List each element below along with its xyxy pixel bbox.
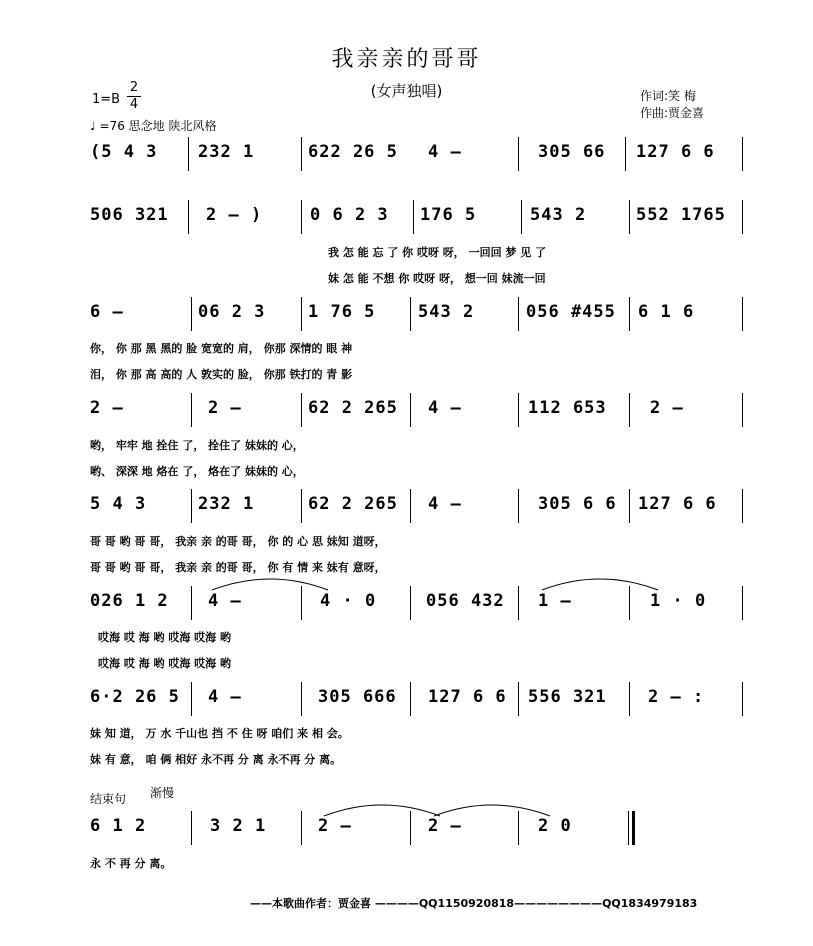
tie: [322, 798, 442, 818]
footer-credits: ——本歌曲作者：贾金喜 ————QQ1150920818————————QQ1834979183: [250, 897, 698, 910]
measure: 6·2 26 5: [90, 687, 180, 707]
measure: 543 2: [530, 205, 587, 225]
measure: 2 –: [428, 816, 462, 836]
measure: 2 –: [90, 398, 124, 418]
time-signature: [127, 80, 141, 113]
lyric-text: 你， 你 那 黑 黑的 脸 宽宽的 肩， 你那 深情的 眼 神: [90, 342, 353, 355]
expression-text: 思念地 陕北风格: [128, 119, 217, 133]
measure: 62 2 265: [308, 398, 398, 418]
measure: 4 –: [428, 142, 462, 162]
measure: 4 –: [208, 591, 242, 611]
measure: 056 432: [426, 591, 505, 611]
measure: 5 4 3: [90, 494, 147, 514]
lyric-text: 我 怎 能 忘 了 你 哎呀 呀， 一回回 梦 见 了: [328, 246, 547, 259]
composer: 作曲:贾金喜: [640, 106, 705, 120]
lyric-text: 永 不 再 分 离。: [90, 857, 172, 870]
measure: 0 6 2 3: [310, 205, 389, 225]
measure: 2 0: [538, 816, 572, 836]
measure: 1 76 5: [308, 302, 376, 322]
measure: 2 – :: [648, 687, 705, 707]
measure: 4 · 0: [320, 591, 377, 611]
time-signature-top: 2: [129, 80, 139, 95]
measure: 506 321: [90, 205, 169, 225]
measure: 622 26 5: [308, 142, 398, 162]
measure: 305 6 6: [538, 494, 617, 514]
tempo-marking: [90, 117, 216, 134]
measure: 6 –: [90, 302, 124, 322]
measure: 232 1: [198, 494, 255, 514]
measure: 305 66: [538, 142, 606, 162]
measure: 543 2: [418, 302, 475, 322]
lyric-text: 哟、 深深 地 烙在 了， 烙在了 妹妹的 心，: [90, 465, 304, 478]
measure: 127 6 6: [638, 494, 717, 514]
lyric-text: 妹 有 意， 咱 俩 相好 永不再 分 离 永不再 分 离。: [90, 753, 342, 766]
measure: 127 6 6: [636, 142, 715, 162]
song-title: 我亲亲的哥哥: [331, 47, 482, 72]
lyricist: 作词:笑 梅: [640, 89, 696, 103]
lyric-text: 哎海 哎 海 哟 哎海 哎海 哟: [98, 631, 231, 644]
time-signature-bottom: 4: [127, 96, 141, 113]
measure: 127 6 6: [428, 687, 507, 707]
score-row-7: [88, 682, 743, 716]
measure: 026 1 2: [90, 591, 169, 611]
measure: 232 1: [198, 142, 255, 162]
measure: 62 2 265: [308, 494, 398, 514]
measure: 305 666: [318, 687, 397, 707]
measure: 4 –: [428, 398, 462, 418]
song-subtitle: (女声独唱): [370, 82, 443, 100]
measure: 4 –: [208, 687, 242, 707]
measure: 552 1765: [636, 205, 726, 225]
slur: [540, 572, 660, 592]
measure: 556 321: [528, 687, 607, 707]
quarter-note-icon: ♩: [90, 119, 96, 133]
score-row-2: [88, 200, 743, 234]
score-row-5: [88, 489, 743, 523]
measure: 2 –: [208, 398, 242, 418]
measure: 4 –: [428, 494, 462, 514]
measure: 06 2 3: [198, 302, 266, 322]
measure: (5 4 3: [90, 142, 158, 162]
slur: [210, 572, 330, 592]
score-row-3: [88, 297, 743, 331]
lyric-text: 妹 怎 能 不想 你 哎呀 呀， 想一回 妹流一回: [328, 272, 546, 285]
measure: 056 #455: [526, 302, 616, 322]
measure: 176 5: [420, 205, 477, 225]
lyric-text: 妹 知 道， 万 水 千山也 挡 不 住 呀 咱们 来 相 会。: [90, 727, 349, 740]
lyric-text: 哎海 哎 海 哟 哎海 哎海 哟: [98, 657, 231, 670]
tie: [432, 798, 552, 818]
key-signature: 1=B: [92, 92, 121, 107]
ending-label: 结束句: [90, 792, 127, 806]
lyric-text: 哟， 牢牢 地 拴住 了， 拴住了 妹妹的 心，: [90, 439, 304, 452]
measure: 112 653: [528, 398, 607, 418]
measure: 2 – ): [206, 205, 263, 225]
measure: 3 2 1: [210, 816, 267, 836]
measure: 1 –: [538, 591, 572, 611]
lyric-text: 哥 哥 哟 哥 哥， 我亲 亲 的哥 哥， 你 的 心 思 妹知 道呀，: [90, 535, 386, 548]
tempo-value: =76: [99, 119, 125, 133]
ritardando-label: 渐慢: [150, 786, 175, 800]
measure: 1 · 0: [650, 591, 707, 611]
measure: 2 –: [650, 398, 684, 418]
measure: 6 1 2: [90, 816, 147, 836]
lyric-text: 泪， 你 那 高 高的 人 敦实的 脸， 你那 铁打的 青 影: [90, 368, 353, 381]
measure: 6 1 6: [638, 302, 695, 322]
measure: 2 –: [318, 816, 352, 836]
score-row-4: [88, 393, 743, 427]
score-row-1: [88, 137, 743, 171]
lyric-text: 哥 哥 哟 哥 哥， 我亲 亲 的哥 哥， 你 有 情 来 妹有 意呀，: [90, 561, 386, 574]
